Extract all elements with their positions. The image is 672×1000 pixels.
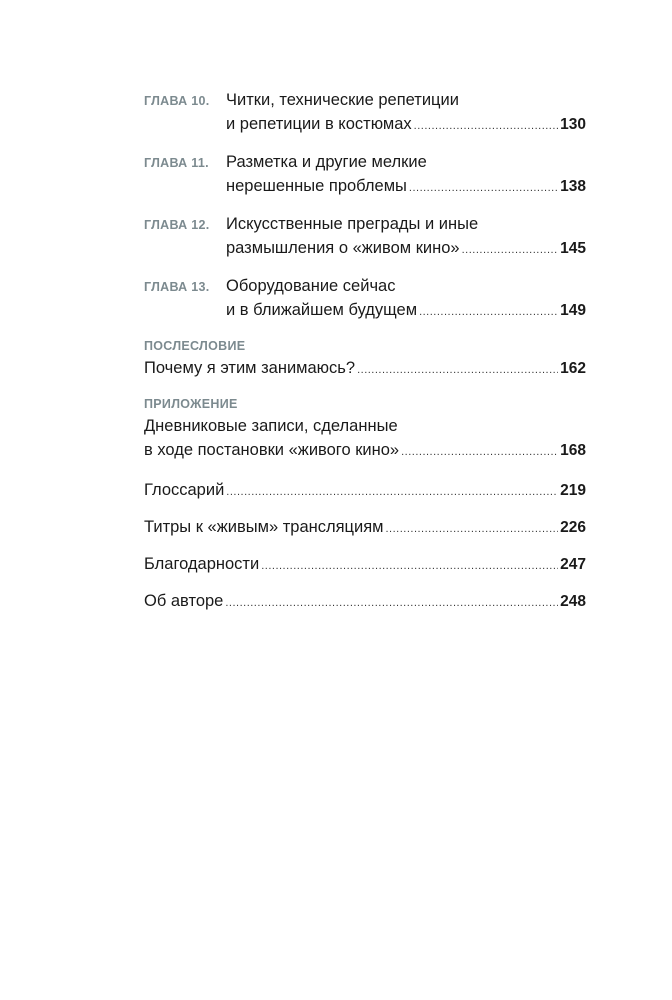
toc-chapter-12[interactable] xyxy=(144,212,586,262)
entry-title: Благодарности xyxy=(144,555,260,573)
page-number: 145 xyxy=(560,240,586,257)
toc-chapter-13[interactable] xyxy=(144,274,586,324)
chapter-title-line-2-row xyxy=(226,112,586,138)
page-number: 248 xyxy=(560,593,586,610)
chapter-title-line-2: и в ближайшем будущем xyxy=(226,301,418,319)
page-number: 247 xyxy=(560,556,586,573)
appendix-title-line-2: в ходе постановки «живого кино» xyxy=(144,441,400,459)
afterword-title: Почему я этим занимаюсь? xyxy=(144,359,356,377)
page-number: 149 xyxy=(560,302,586,319)
toc-chapter-10[interactable] xyxy=(144,88,586,138)
chapter-title-line-2: размышления о «живом кино» xyxy=(226,239,460,257)
chapter-label: ГЛАВА 11. xyxy=(144,156,209,170)
page-number: 130 xyxy=(560,116,586,133)
chapter-label: ГЛАВА 12. xyxy=(144,218,210,232)
chapter-title-line-2: и репетиции в костюмах xyxy=(226,115,412,133)
toc-chapter-11[interactable] xyxy=(144,150,586,200)
chapter-title-line-2-row xyxy=(226,236,586,262)
chapter-label: ГЛАВА 13. xyxy=(144,280,210,294)
dot-leader xyxy=(261,556,558,576)
page-number: 168 xyxy=(560,442,586,459)
dot-leader xyxy=(226,482,558,502)
chapter-title-line-2-row xyxy=(226,174,586,200)
toc-entry-acknowledgements[interactable] xyxy=(144,554,586,576)
chapter-body xyxy=(226,150,586,200)
entry-row xyxy=(144,480,586,502)
page-number: 162 xyxy=(560,360,586,377)
toc-afterword[interactable] xyxy=(144,336,586,382)
dot-leader xyxy=(462,238,559,262)
chapter-label: ГЛАВА 10. xyxy=(144,94,210,108)
section-label: ПОСЛЕСЛОВИЕ xyxy=(144,339,246,353)
chapter-title-line-2-row xyxy=(226,298,586,324)
dot-leader xyxy=(409,176,558,200)
toc-entry-credits[interactable] xyxy=(144,517,586,539)
entry-row xyxy=(144,554,586,576)
dot-leader xyxy=(357,358,558,382)
dot-leader xyxy=(419,300,558,324)
page-number: 138 xyxy=(560,178,586,195)
appendix-title-line-1: Дневниковые записи, сделанные xyxy=(144,417,398,435)
toc-entry-about-author[interactable] xyxy=(144,591,586,613)
page-number: 226 xyxy=(560,519,586,536)
entry-title: Титры к «живым» трансляциям xyxy=(144,518,384,536)
toc-entry-glossary[interactable] xyxy=(144,480,586,502)
entry-title: Глоссарий xyxy=(144,481,225,499)
chapter-title-line-1: Читки, технические репетиции xyxy=(226,91,459,109)
toc-appendix[interactable] xyxy=(144,394,586,464)
chapter-title-line-1: Оборудование сейчас xyxy=(226,277,396,295)
page-number: 219 xyxy=(560,482,586,499)
dot-leader xyxy=(386,519,559,539)
chapter-body xyxy=(226,212,586,262)
chapter-title-line-1: Искусственные преграды и иные xyxy=(226,215,479,233)
entry-row xyxy=(144,517,586,539)
section-label: ПРИЛОЖЕНИЕ xyxy=(144,397,238,411)
dot-leader xyxy=(401,440,558,464)
dot-leader xyxy=(414,114,558,138)
entry-title: Об авторе xyxy=(144,592,224,610)
appendix-title-line-2-row xyxy=(144,438,586,464)
afterword-title-row xyxy=(144,356,586,382)
chapter-body xyxy=(226,88,586,138)
chapter-body xyxy=(226,274,586,324)
chapter-title-line-1: Разметка и другие мелкие xyxy=(226,153,427,171)
chapter-title-line-2: нерешенные проблемы xyxy=(226,177,407,195)
table-of-contents xyxy=(144,88,586,628)
entry-row xyxy=(144,591,586,613)
dot-leader xyxy=(225,593,558,613)
